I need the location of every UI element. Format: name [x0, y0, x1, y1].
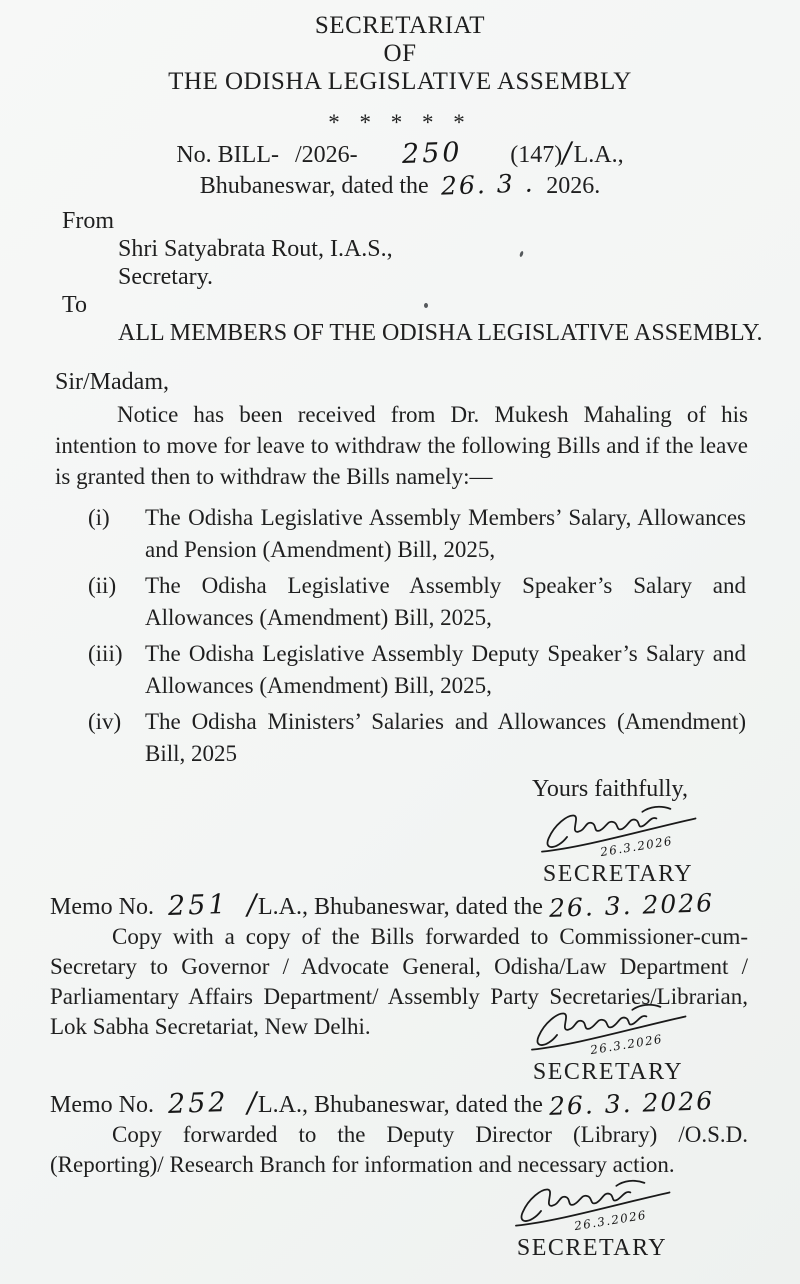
- bill-item-number: (ii): [88, 573, 117, 598]
- memo-label: Memo No.: [50, 894, 154, 920]
- secretary-signature: [478, 1174, 706, 1236]
- memo-line-2: [50, 1085, 800, 1121]
- to-label: To: [62, 292, 87, 318]
- sender-designation: Secretary.: [118, 264, 214, 290]
- memo-slash-handwritten: /: [245, 887, 257, 922]
- signature-date: 26.3.2026: [599, 833, 674, 860]
- place-date-line: [0, 170, 800, 201]
- recipient-line: ALL MEMBERS OF THE ODISHA LEGISLATIVE ASSEMBLY.: [118, 320, 763, 346]
- ref-slash-handwritten: /: [561, 135, 573, 170]
- memo-date-handwritten: 26. 3. 2026: [548, 1086, 715, 1121]
- bill-item-text: The Odisha Legislative Assembly Members’ Salary, Allowances and Pension (Amendment) Bill, 2025,: [145, 505, 746, 562]
- ref-no-label: No. BILL-: [176, 142, 279, 168]
- body-paragraph: Notice has been received from Dr. Mukesh Mahaling of his intention to move for leave to withdraw the following Bills and if the leave is granted then to withdraw the Bills namely:—: [55, 402, 748, 489]
- signature-block-1: [498, 800, 738, 888]
- signature-date: 26.3.2026: [589, 1031, 664, 1058]
- ref-number-handwritten: 250: [401, 136, 463, 171]
- bill-item-text: The Odisha Legislative Assembly Deputy Speaker’s Salary and Allowances (Amendment) Bill, 2025,: [145, 641, 746, 698]
- memo-date-handwritten: 26. 3. 2026: [548, 888, 715, 923]
- date-year-printed: 2026.: [546, 173, 601, 199]
- bill-item-number: (iii): [88, 641, 123, 666]
- header-secretariat: SECRETARIAT: [314, 12, 486, 39]
- memo-mid-printed: L.A., Bhubaneswar, dated the: [257, 1092, 543, 1118]
- secretary-title: SECRETARY: [532, 1059, 684, 1085]
- from-label: From: [62, 208, 115, 234]
- secretary-title: SECRETARY: [542, 861, 694, 887]
- sender-name: Shri Satyabrata Rout, I.A.S.,: [118, 236, 393, 262]
- memo-label: Memo No.: [50, 1092, 154, 1118]
- letter-header: [0, 0, 800, 96]
- memo-slash-handwritten: /: [245, 1085, 257, 1120]
- ink-speck: [424, 303, 428, 308]
- bill-item-number: (iv): [88, 709, 122, 734]
- memo-number-handwritten: 251: [167, 888, 230, 923]
- memo-body-2: Copy forwarded to the Deputy Director (Library) /O.S.D. (Reporting)/ Research Branch for information and necessary action.: [50, 1122, 748, 1177]
- ref-la-suffix: L.A.,: [573, 142, 624, 168]
- memo-line-1: [50, 887, 800, 923]
- bill-item: [88, 570, 746, 634]
- bill-item: [88, 638, 746, 702]
- reference-number-line: [0, 135, 800, 171]
- header-assembly-name: THE ODISHA LEGISLATIVE ASSEMBLY: [168, 68, 632, 95]
- memo-body-1: Copy with a copy of the Bills forwarded to Commissioner-cum-Secretary to Governor / Advocate General, Odisha/Law Department / Parliamentary Affairs Department/ Assembly Party Secretaries/Librarian, Lok Sabha Secretariat, New Delhi.: [50, 924, 748, 1039]
- closing-line: Yours faithfully,: [531, 776, 688, 802]
- header-of: OF: [383, 40, 417, 67]
- ref-year-part: /2026-: [295, 142, 358, 168]
- bill-item: [88, 706, 746, 770]
- place-date-printed: Bhubaneswar, dated the: [199, 173, 429, 199]
- bill-item-number: (i): [88, 505, 110, 530]
- ref-bracket: (147): [510, 142, 563, 168]
- memo-mid-printed: L.A., Bhubaneswar, dated the: [257, 894, 543, 920]
- bill-item: [88, 502, 746, 566]
- signature-date: 26.3.2026: [573, 1207, 648, 1234]
- bill-item-text: The Odisha Legislative Assembly Speaker’s Salary and Allowances (Amendment) Bill, 2025,: [145, 573, 746, 630]
- secretary-signature: [504, 800, 732, 862]
- bill-item-text: The Odisha Ministers’ Salaries and Allowances (Amendment) Bill, 2025: [145, 709, 746, 766]
- stars-separator: * * * * *: [328, 110, 472, 135]
- memo-number-handwritten: 252: [167, 1086, 230, 1121]
- address-block: [62, 207, 800, 347]
- secretary-title: SECRETARY: [516, 1235, 668, 1261]
- date-day-month-handwritten: 26. 3 .: [440, 168, 535, 201]
- salutation: Sir/Madam,: [55, 369, 169, 395]
- signature-block-3: [472, 1174, 712, 1262]
- bill-list: [88, 502, 746, 770]
